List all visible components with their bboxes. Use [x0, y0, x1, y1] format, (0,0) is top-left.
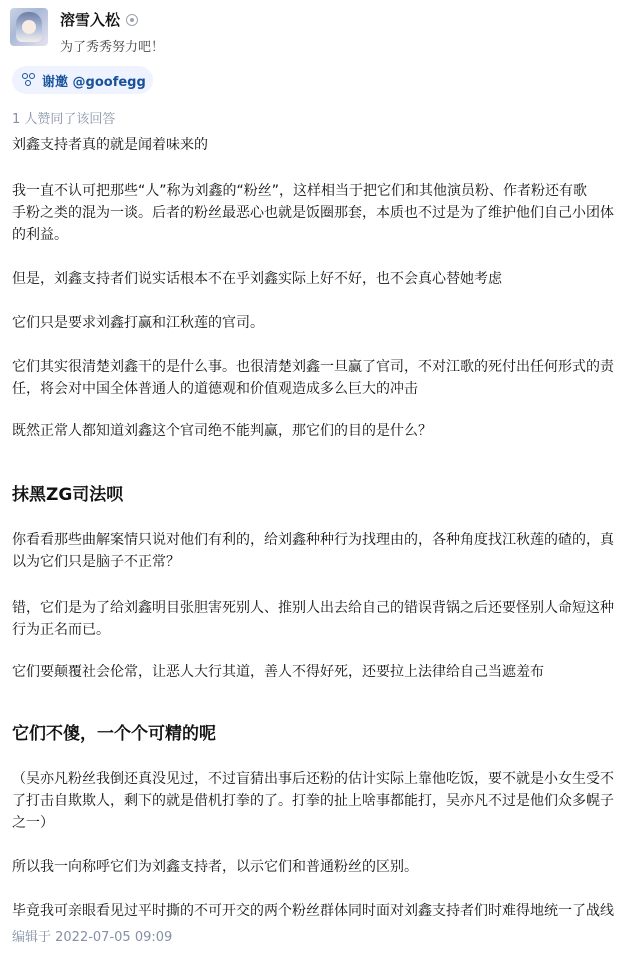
author-name-row — [60, 9, 164, 30]
author-name[interactable]: 溶雪入松 — [60, 11, 121, 29]
answer-content — [12, 130, 628, 922]
paragraph-line: 之一） — [12, 815, 54, 831]
paragraph: 它们只是要求刘鑫打赢和江秋莲的官司。 — [12, 315, 264, 331]
paragraph-line: 手粉之类的混为一谈。后者的粉丝最恶心也就是饭圈那套，本质也不过是为了维护他们自己小团体 — [12, 205, 614, 221]
paragraph-line: 行为正名而已。 — [12, 622, 110, 638]
paragraph-line: 任，将会对中国全体普通人的道德观和价值观造成多么巨大的冲击 — [12, 381, 418, 397]
paragraph-line: 我一直不认可把那些“人”称为刘鑫的“粉丝”，这样相当于把它们和其他演员粉、作者粉还有歌 — [12, 183, 588, 199]
avatar-face — [22, 20, 36, 34]
edited-timestamp[interactable]: 编辑于 2022-07-05 09:09 — [12, 930, 173, 945]
link-icon — [22, 73, 36, 87]
paragraph: 但是，刘鑫支持者们说实话根本不在乎刘鑫实际上好不好，也不会真心替她考虑 — [12, 271, 502, 287]
author-headline: 为了秀秀努力吧！ — [60, 40, 165, 55]
author-avatar[interactable] — [10, 8, 48, 46]
verified-badge-icon — [126, 14, 138, 26]
paragraph-line: 错，它们是为了给刘鑫明目张胆害死别人、推别人出去给自己的错误背锅之后还要怪别人命短这种 — [12, 600, 614, 616]
answer-author-header — [10, 8, 165, 55]
paragraph-line: 的利益。 — [12, 227, 68, 243]
author-info — [60, 9, 165, 55]
paragraph-line: （吴亦凡粉丝我倒还真没见过，不过盲猜出事后还粉的估计实际上靠他吃饭，要不就是小女生受不 — [12, 771, 614, 787]
paragraph-line: 了打击自欺欺人，剩下的就是借机打拳的了。打拳的扯上啥事都能打，吴亦凡不过是他们众多幌子 — [12, 793, 614, 809]
paragraph-line: 你看看那些曲解案情只说对他们有利的，给刘鑫种种行为找理由的，各种角度找江秋莲的碴的，真 — [12, 532, 614, 548]
thanks-invite-button[interactable] — [12, 66, 153, 94]
agree-count: 1 人赞同了该回答 — [12, 112, 116, 127]
paragraph: 既然正常人都知道刘鑫这个官司绝不能判赢，那它们的目的是什么？ — [12, 423, 432, 439]
section-heading: 抹黑ZG司法呗 — [12, 485, 124, 505]
paragraph: 刘鑫支持者真的就是闻着味来的 — [12, 137, 208, 153]
paragraph: 所以我一向称呼它们为刘鑫支持者，以示它们和普通粉丝的区别。 — [12, 859, 418, 875]
thanks-invite-label: 谢邀 @goofegg — [42, 74, 146, 90]
section-heading: 它们不傻，一个个可精的呢 — [12, 724, 216, 744]
paragraph-line: 以为它们只是脑子不正常？ — [12, 554, 180, 570]
paragraph: 毕竟我可亲眼看见过平时撕的不可开交的两个粉丝群体同时面对刘鑫支持者们时难得地统一了战线 — [12, 903, 614, 919]
paragraph: 它们要颠覆社会伦常，让恶人大行其道，善人不得好死，还要拉上法律给自己当遮羞布 — [12, 664, 544, 680]
paragraph-line: 它们其实很清楚刘鑫干的是什么事。也很清楚刘鑫一旦赢了官司，不对江歌的死付出任何形式的责 — [12, 359, 614, 375]
